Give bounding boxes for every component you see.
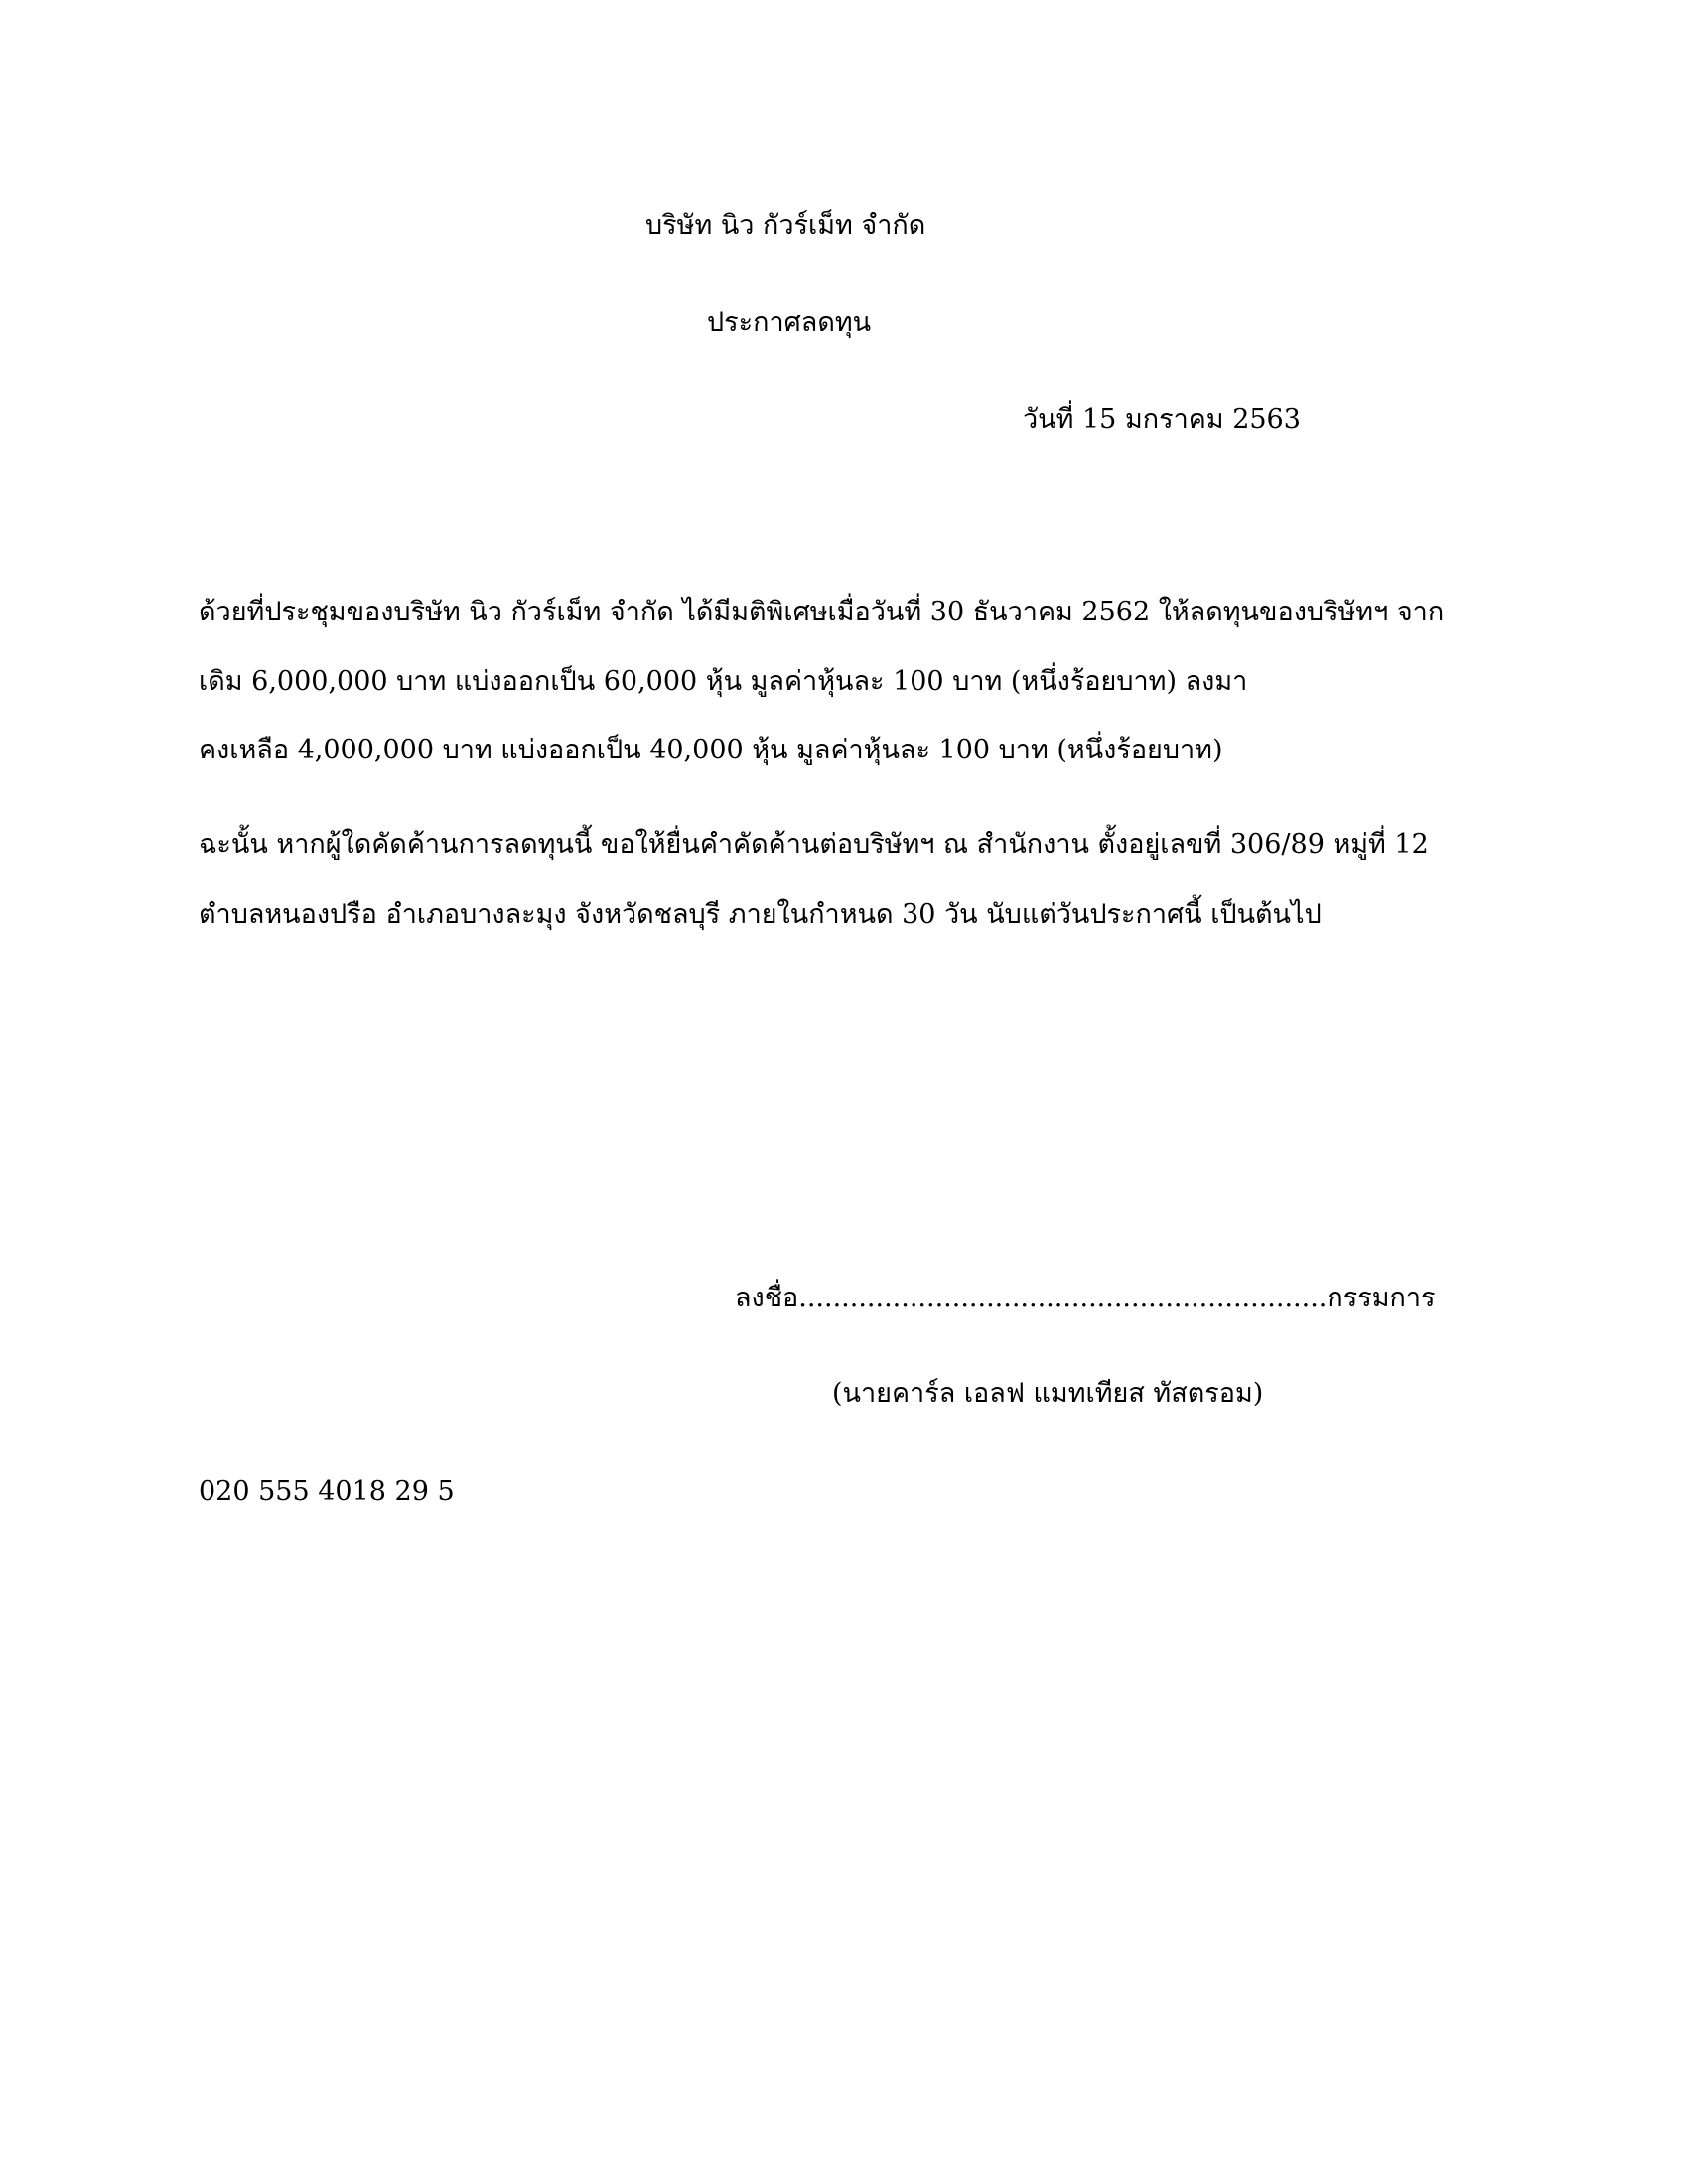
body-paragraph-line: ตำบลหนองปรือ อำเภอบางละมุง จังหวัดชลบุรี ภายในกำหนด 30 วัน นับแต่วันประกาศนี้ เป็นต้นไป [199,899,1322,930]
body-paragraph-line: ด้วยที่ประชุมของบริษัท นิว กัวร์เม็ท จำกัด ได้มีมติพิเศษเมื่อวันที่ 30 ธันวาคม 2562 ให้ลดทุนของบริษัทฯ จาก [199,597,1445,627]
document-date: วันที่ 15 มกราคม 2563 [1023,404,1301,435]
signer-name: (นายคาร์ล เอลฟ แมทเทียส ทัสตรอม) [832,1378,1264,1409]
document-title: ประกาศลดทุน [707,307,872,338]
body-paragraph-line: คงเหลือ 4,000,000 บาท แบ่งออกเป็น 40,000 หุ้น มูลค่าหุ้นละ 100 บาท (หนึ่งร้อยบาท) [199,735,1223,765]
body-paragraph-line: ฉะนั้น หากผู้ใดคัดค้านการลดทุนนี้ ขอให้ยื่นคำคัดค้านต่อบริษัทฯ ณ สำนักงาน ตั้งอยู่เลขที่ 306/89 หมู่ที่ 12 [199,829,1429,860]
registration-number: 020 555 4018 29 5 [199,1476,455,1507]
signature-line: ลงชื่อ..............................................................กรรมการ [735,1283,1436,1313]
company-name: บริษัท นิว กัวร์เม็ท จำกัด [645,210,926,241]
body-paragraph-line: เดิม 6,000,000 บาท แบ่งออกเป็น 60,000 หุ้น มูลค่าหุ้นละ 100 บาท (หนึ่งร้อยบาท) ลงมา [199,666,1248,697]
